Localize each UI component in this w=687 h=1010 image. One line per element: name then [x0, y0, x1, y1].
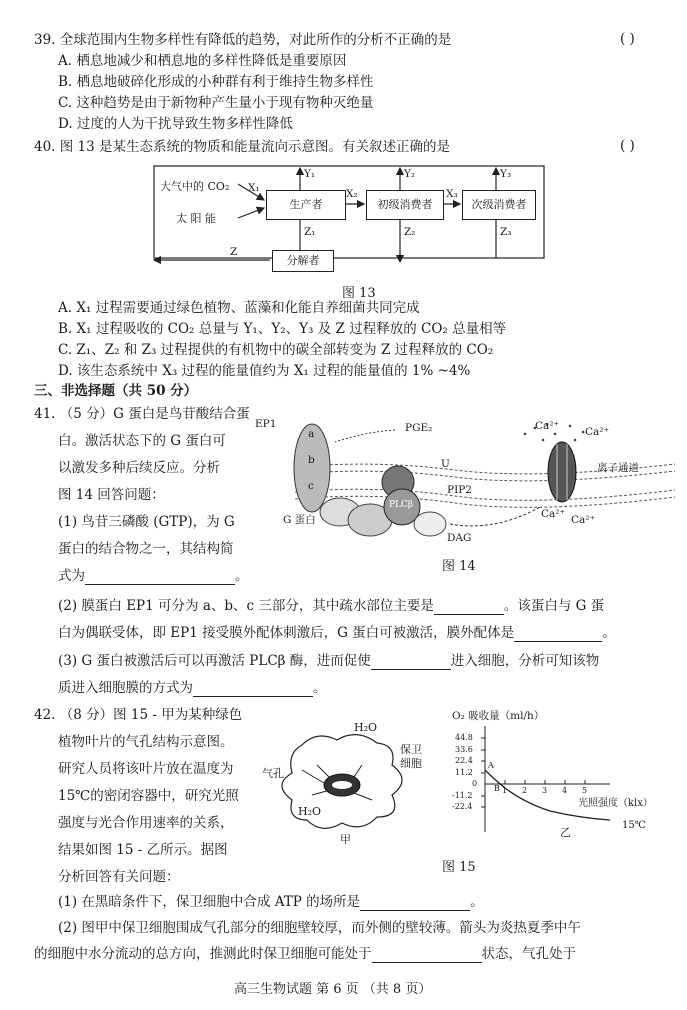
fig15-guard: 保卫 [400, 743, 422, 756]
q40-option-d: D. 该生态系统中 X₃ 过程的能量值约为 X₁ 过程的能量值的 1% ~4% [58, 363, 471, 379]
q42-line-2: 植物叶片的气孔结构示意图。 [58, 734, 234, 750]
q41-p3-b-end: 。 [313, 680, 327, 696]
q40-stem: 40. 图 13 是某生态系统的物质和能量流向示意图。有关叙述正确的是 [34, 139, 451, 155]
q41-line-2: 白。激活状态下的 G 蛋白可 [58, 433, 226, 449]
fig15-xtick-1: 1 [502, 786, 508, 795]
q41-p1-end: 。 [235, 568, 249, 584]
fig13-air-co2: 大气中的 CO₂ [160, 180, 230, 193]
q39-answer-paren[interactable]: ( ) [620, 31, 635, 47]
fig15-xlabel: 光照强度（klx） [578, 798, 653, 809]
fig13-sun: 太 阳 能 [176, 212, 216, 225]
fig14-ca-3: Ca²⁺ [541, 508, 566, 520]
q42-line-7: 分析回答有关问题： [58, 869, 180, 885]
q41-p2-a-line [58, 597, 604, 615]
q40-option-c: C. Z₁、Z₂ 和 Z₃ 过程提供的有机物中的碳全部转变为 Z 过程释放的 CO₂ [58, 342, 494, 358]
fig15-xtick-3: 3 [542, 786, 548, 795]
fig15-point-a: A [488, 761, 494, 770]
q41-p3-a-line [58, 652, 599, 670]
q41-p3-a: (3) G 蛋白被激活后可以再激活 PLCβ 酶，进而促使 [58, 653, 371, 669]
q42-p2-a: (2) 图甲中保卫细胞围成气孔部分的细胞壁较厚，而外侧的壁较薄。箭头为炎热夏季中午 [58, 920, 581, 936]
q41-answer-blank-1[interactable] [85, 572, 235, 585]
fig13-x2: X₂ [346, 188, 358, 200]
q41-p3-b-line [58, 679, 327, 697]
fig14-channel: 离子通道 [597, 462, 639, 474]
fig15-h2o-top: H₂O [354, 721, 378, 734]
fig14-a: a [308, 428, 315, 440]
q41-answer-blank-4[interactable] [371, 657, 451, 670]
q42-p2-b: 的细胞中水分流动的总方向，推测此时保卫细胞可能处于 [34, 946, 372, 962]
q42-line-1: 42. （8 分）图 15 - 甲为某种绿色 [34, 707, 243, 723]
fig15-ytick-0: 44.8 [455, 733, 473, 742]
fig13-x1: X₁ [248, 182, 260, 194]
fig13-z2: Z₂ [404, 226, 416, 238]
q42-answer-blank-2[interactable] [372, 950, 482, 963]
fig13-decomposer-box: 分解者 [272, 250, 334, 272]
fig15-xtick-2: 2 [522, 786, 528, 795]
fig15-xtick-5: 5 [582, 786, 588, 795]
fig15-ytick-6: -22.4 [452, 802, 473, 811]
fig13-secondary-box: 次级消费者 [462, 190, 536, 220]
fig14-pge2: PGE₂ [405, 422, 433, 434]
fig15-ytick-4: 0 [472, 779, 478, 788]
fig15-caption: 图 15 [442, 860, 476, 875]
fig14-pip2: PIP2 [447, 484, 472, 496]
fig13-primary-box: 初级消费者 [366, 190, 444, 220]
fig14-ca-2: Ca²⁺ [585, 426, 610, 438]
fig14-ep1: EP1 [255, 418, 277, 430]
fig15-xtick-4: 4 [562, 786, 568, 795]
fig13-z: Z [230, 246, 238, 258]
q42-p1: (1) 在黑暗条件下，保卫细胞中合成 ATP 的场所是 [58, 894, 361, 910]
q39-option-c: C. 这种趋势是由于新物种产生量小于现有物种灭绝量 [58, 95, 374, 111]
fig14-u: U [441, 458, 450, 470]
q41-answer-blank-2[interactable] [434, 602, 504, 615]
q41-p2-b-line [58, 624, 616, 642]
fig14-gprotein: G 蛋白 [283, 514, 316, 526]
section-3-heading: 三、非选择题（共 50 分） [34, 383, 198, 399]
q41-answer-blank-5[interactable] [193, 684, 313, 697]
fig14-ca-1: Ca²⁺ [535, 420, 560, 432]
fig15-yi: 乙 [560, 826, 571, 839]
fig15-stoma: 气孔 [262, 767, 284, 780]
fig15-ylabel: O₂ 吸收量（ml/h） [452, 710, 545, 722]
fig13-y2: Y₂ [404, 168, 416, 180]
q41-p1-c-line [58, 567, 249, 585]
q39-option-d: D. 过度的人为干扰导致生物多样性降低 [58, 116, 293, 132]
q42-line-4: 15℃的密闭容器中，研究光照 [58, 788, 239, 804]
fig14-caption: 图 14 [442, 559, 476, 574]
fig13-y1: Y₁ [304, 168, 316, 180]
fig13-y3: Y₃ [500, 168, 512, 180]
fig15-ytick-2: 22.4 [455, 756, 473, 765]
q39-option-b: B. 栖息地破碎化形成的小种群有利于维持生物多样性 [58, 74, 374, 90]
fig15-h2o-bottom: H₂O [298, 805, 322, 818]
fig14-ca-4: Ca²⁺ [571, 514, 596, 526]
q41-answer-blank-3[interactable] [514, 629, 602, 642]
q41-p2-a-end: 。该蛋白与 G 蛋 [503, 598, 605, 614]
fig14-plcb: PLCβ [389, 500, 414, 510]
q42-p1-line [58, 893, 484, 911]
fig13-x3: X₃ [446, 188, 458, 200]
q41-line-1: 41. （5 分）G 蛋白是鸟苷酸结合蛋 [34, 406, 250, 422]
q40-option-a: A. X₁ 过程需要通过绿色植物、蓝藻和化能自养细菌共同完成 [58, 300, 420, 316]
fig13-producer-box: 生产者 [266, 190, 346, 220]
fig13-z1: Z₁ [304, 226, 316, 238]
q41-p2-a: (2) 膜蛋白 EP1 可分为 a、b、c 三部分，其中疏水部位主要是 [58, 598, 434, 614]
q41-line-4: 图 14 回答问题： [58, 487, 165, 503]
q42-answer-blank-1[interactable] [360, 898, 470, 911]
fig13-caption: 图 13 [342, 286, 376, 301]
q41-p3-b: 质进入细胞膜的方式为 [58, 680, 193, 696]
q41-p1-c: 式为 [58, 568, 85, 584]
q39-stem: 39. 全球范围内生物多样性有降低的趋势，对此所作的分析不正确的是 [34, 32, 452, 48]
fig15-ytick-3: 11.2 [455, 768, 473, 777]
q41-p2-b: 白为偶联受体，即 EP1 接受膜外配体刺激后，G 蛋白可被激活，膜外配体是 [58, 625, 515, 641]
q42-p2-b-line [34, 945, 576, 963]
q41-p3-a-end: 进入细胞，分析可知该物 [450, 653, 600, 669]
fig14-b: b [308, 454, 315, 466]
q42-line-6: 结果如图 15 - 乙所示。据图 [58, 842, 228, 858]
q41-line-3: 以激发多种后续反应。分析 [58, 460, 220, 476]
fig15-temp: 15℃ [622, 820, 646, 831]
fig15-guard2: 细胞 [400, 757, 422, 770]
figure-13 [150, 160, 550, 280]
q41-p1-a: (1) 鸟苷三磷酸 (GTP)，为 G [58, 514, 235, 530]
q41-p2-b-end: 。 [602, 625, 616, 641]
page-footer: 高三生物试题 第 6 页 （共 8 页） [234, 982, 432, 997]
figure-15-left [262, 721, 427, 846]
q40-option-b: B. X₁ 过程吸收的 CO₂ 总量与 Y₁、Y₂、Y₃ 及 Z 过程释放的 CO₂ 总量相等 [58, 321, 507, 337]
fig13-z3: Z₃ [500, 226, 512, 238]
figure-14 [255, 412, 680, 557]
fig14-dag: DAG [447, 532, 472, 544]
q41-p1-b: 蛋白的结合物之一，其结构简 [58, 541, 234, 557]
fig15-point-b: B [494, 784, 500, 793]
fig15-ytick-5: -11.2 [452, 791, 473, 800]
q42-p1-end: 。 [470, 894, 484, 910]
q42-line-5: 强度与光合作用速率的关系， [58, 815, 234, 831]
q39-option-a: A. 栖息地减少和栖息地的多样性降低是重要原因 [58, 53, 347, 69]
fig15-ytick-1: 33.6 [455, 745, 473, 754]
q42-line-3: 研究人员将该叶片放在温度为 [58, 761, 234, 777]
fig15-jia: 甲 [340, 833, 351, 846]
q42-p2-b-end: 状态，气孔处于 [481, 946, 576, 962]
figure-15-right [450, 708, 675, 840]
fig14-c: c [308, 480, 314, 492]
q40-answer-paren[interactable]: ( ) [620, 138, 635, 154]
